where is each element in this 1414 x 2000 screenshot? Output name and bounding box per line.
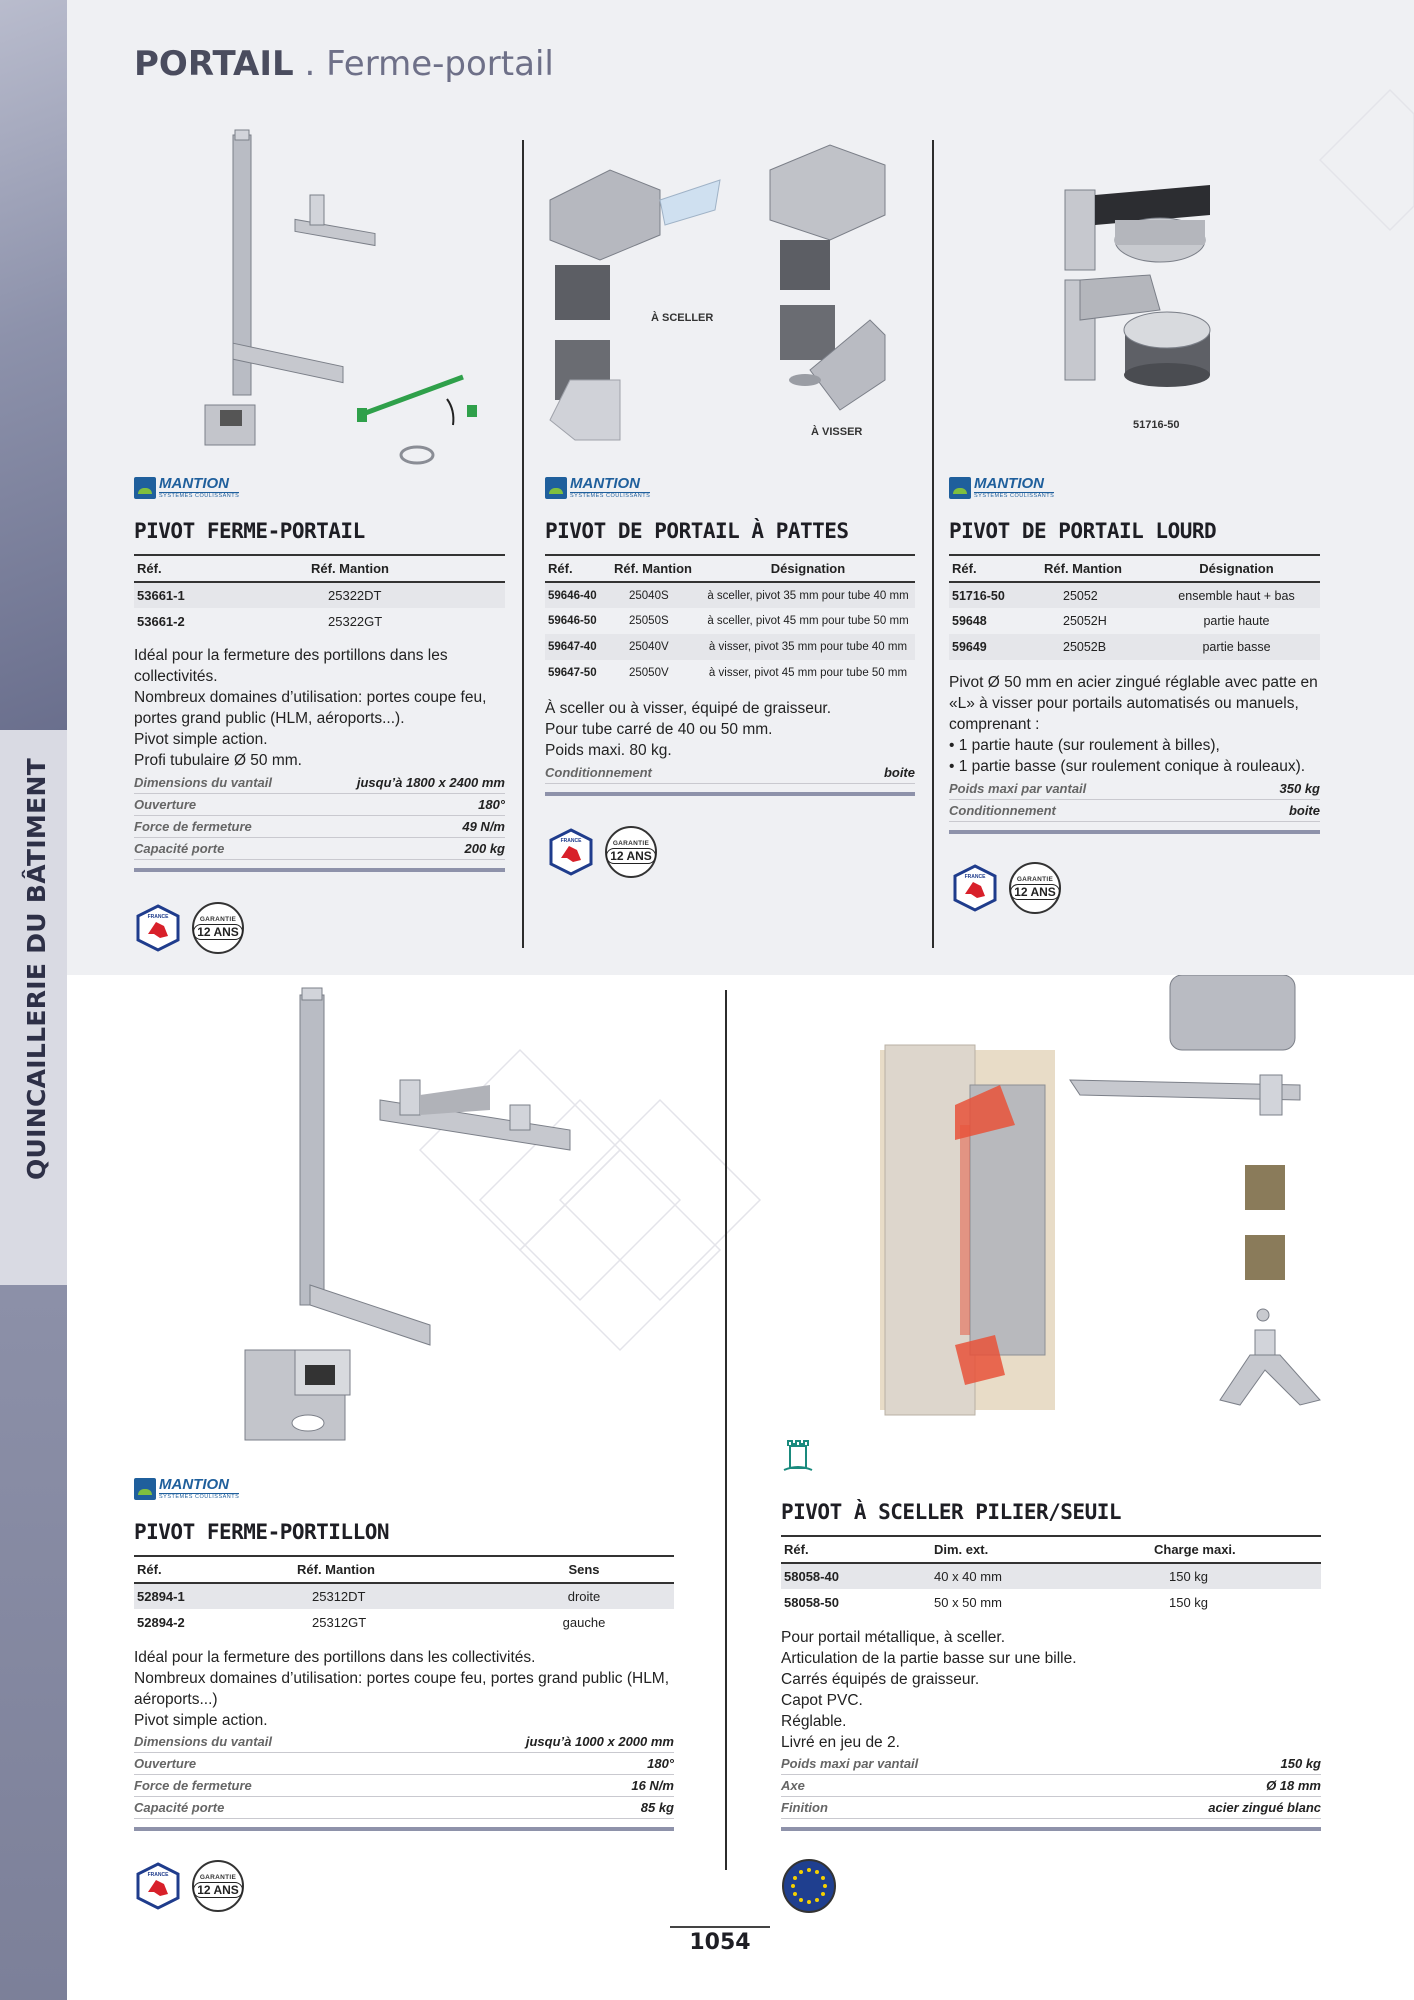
product-image-pivot-a-pattes: [540, 140, 920, 460]
description-line: Capot PVC.: [781, 1692, 863, 1709]
france-label: FRANCE: [964, 874, 986, 880]
spec-value: Ø 18 mm: [1266, 1778, 1321, 1793]
table-cell: 59647-40: [545, 634, 611, 660]
table-row: [545, 634, 915, 660]
description-2: [545, 698, 831, 761]
spec-value: acier zingué blanc: [1208, 1800, 1321, 1815]
table-cell: partie basse: [1153, 634, 1320, 660]
table-cell: 52894-2: [137, 1614, 185, 1630]
table-cell: à sceller, pivot 45 mm pour tube 50 mm: [707, 615, 909, 627]
spec-value: 200 kg: [464, 841, 505, 856]
brand-mark-icon: [949, 477, 971, 499]
ref-table-5: [781, 1535, 1321, 1615]
description-line: aéroports...): [134, 1691, 218, 1708]
page-number: 1054: [689, 1930, 751, 1955]
table-cell: 25322GT: [328, 613, 383, 629]
table-cell: 25052H: [1063, 614, 1107, 628]
description-line: comprenant :: [949, 716, 1040, 733]
table-cell: 25052B: [1041, 634, 1153, 660]
table-cell: à visser, pivot 35 mm pour tube 40 mm: [701, 634, 915, 660]
table-header-cell: Réf.: [545, 555, 611, 582]
table-cell: gauche: [562, 1614, 606, 1630]
spec-row: [134, 1731, 674, 1753]
guarantee-years: 12 ANS: [1010, 884, 1060, 900]
france-origin-icon: [134, 1862, 182, 1910]
guarantee-label: GARANTIE: [612, 840, 650, 847]
guarantee-years: 12 ANS: [193, 1882, 243, 1898]
spec-list-2: [545, 762, 915, 796]
table-cell: à sceller, pivot 35 mm pour tube 40 mm: [701, 582, 915, 608]
spec-key: Dimensions du vantail: [134, 775, 272, 790]
table-row: [781, 1589, 1321, 1615]
spec-key: Capacité porte: [134, 841, 225, 856]
product-image-pivot-a-sceller-pilier-seuil: [880, 975, 1340, 1445]
spec-key: Ouverture: [134, 1756, 197, 1771]
table-cell: 59648: [952, 614, 987, 628]
brand-tagline: SYSTÈMES COULISSANTS: [159, 493, 240, 500]
brand-tagline: SYSTÈMES COULISSANTS: [974, 493, 1055, 500]
spec-row: [545, 762, 915, 784]
spec-list-end-bar: [134, 868, 505, 872]
table-header-cell: Sens: [494, 1556, 674, 1583]
description-line: Nombreux domaines d’utilisation: portes coupe feu, portes grand public (HLM,: [134, 1670, 670, 1687]
spec-value: 49 N/m: [462, 819, 505, 834]
spec-value: 180°: [647, 1756, 674, 1771]
tower-brand-icon: [780, 1438, 816, 1478]
guarantee-badge: [1009, 862, 1061, 914]
table-row: [781, 1563, 1321, 1589]
table-cell: 58058-40: [781, 1563, 931, 1589]
table-cell: 25050V: [629, 667, 669, 679]
description-line: Articulation de la partie basse sur une bille.: [781, 1650, 1077, 1667]
guarantee-years: 12 ANS: [606, 848, 656, 864]
guarantee-label: GARANTIE: [1016, 876, 1054, 883]
page-number-line: [670, 1926, 770, 1928]
column-divider-1: [522, 140, 524, 948]
france-origin-icon: [547, 828, 595, 876]
table-cell: 59647-50: [548, 667, 597, 679]
table-header-cell: Réf. Mantion: [1041, 555, 1153, 582]
spec-key: Poids maxi par vantail: [781, 1756, 919, 1771]
spec-row: [134, 1797, 674, 1819]
description-line: Pivot simple action.: [134, 1712, 268, 1729]
brand-logo-3: [949, 473, 1054, 503]
table-row: [545, 660, 915, 686]
product-image-pivot-lourd: [1050, 180, 1290, 410]
spec-key: Axe: [781, 1778, 805, 1793]
table-row: [949, 608, 1320, 634]
description-4: [134, 1647, 669, 1731]
spec-key: Dimensions du vantail: [134, 1734, 272, 1749]
spec-list-1: [134, 772, 505, 872]
table-header: [781, 1536, 1321, 1563]
ref-table-4: [134, 1555, 674, 1635]
spec-list-end-bar: [545, 792, 915, 796]
description-line: Carrés équipés de graisseur.: [781, 1671, 980, 1688]
table-header-cell: Réf.: [781, 1536, 931, 1563]
table-cell: 25312DT: [294, 1583, 494, 1609]
table-cell: 51716-50: [949, 582, 1041, 608]
guarantee-badge: [192, 902, 244, 954]
description-line: collectivités.: [134, 668, 218, 685]
table-cell: 52894-1: [134, 1583, 294, 1609]
spec-key: Conditionnement: [949, 803, 1056, 818]
table-header-cell: Réf. Mantion: [308, 555, 505, 582]
description-3: [949, 672, 1318, 777]
description-line: Pour tube carré de 40 ou 50 mm.: [545, 721, 773, 738]
spec-value: jusqu’à 1000 x 2000 mm: [525, 1734, 674, 1749]
table-row: [545, 608, 915, 634]
table-cell: 25312GT: [312, 1614, 367, 1630]
brand-logo-1: [134, 473, 239, 503]
spec-row: [781, 1753, 1321, 1775]
spec-key: Ouverture: [134, 797, 197, 812]
table-cell: 50 x 50 mm: [934, 1594, 1002, 1610]
table-header-cell: Réf.: [134, 555, 308, 582]
guarantee-label: GARANTIE: [199, 1874, 237, 1881]
table-row: [949, 582, 1320, 608]
ref-table-2: [545, 554, 915, 686]
spec-value: 150 kg: [1280, 1756, 1321, 1771]
product-image-pivot-ferme-portillon: [240, 985, 580, 1455]
brand-tagline: SYSTÈMES COULISSANTS: [159, 1494, 240, 1501]
table-cell: 25040V: [611, 634, 701, 660]
table-row: [949, 634, 1320, 660]
table-cell: 58058-50: [784, 1594, 839, 1610]
spec-row: [949, 800, 1320, 822]
brand-mark-icon: [545, 477, 567, 499]
spec-row: [134, 794, 505, 816]
ref-table-1: [134, 554, 505, 634]
product-title-2: PIVOT DE PORTAIL À PATTES: [545, 519, 849, 543]
table-cell: 25052: [1041, 582, 1153, 608]
brand-tagline: SYSTÈMES COULISSANTS: [570, 493, 651, 500]
description-line: Livré en jeu de 2.: [781, 1734, 900, 1751]
table-header-cell: Réf.: [134, 1556, 294, 1583]
description-line: Idéal pour la fermeture des portillons dans les collectivités.: [134, 1649, 536, 1666]
description-line: Idéal pour la fermeture des portillons dans les: [134, 647, 448, 664]
description-line: «L» à visser pour portails automatisés ou manuels,: [949, 695, 1299, 712]
spec-value: boite: [883, 765, 915, 780]
france-label: FRANCE: [147, 914, 169, 920]
description-line: Réglable.: [781, 1713, 847, 1730]
table-header: [949, 555, 1320, 582]
spec-value: 350 kg: [1279, 781, 1320, 796]
product-image-pivot-ferme-portail: [185, 125, 485, 465]
spec-row: [781, 1797, 1321, 1819]
description-line: Pivot Ø 50 mm en acier zingué réglable avec patte en: [949, 674, 1318, 691]
spec-value: boite: [1288, 803, 1320, 818]
spec-value: 85 kg: [640, 1800, 674, 1815]
table-cell: 59646-50: [548, 615, 597, 627]
brand-name: MANTION: [159, 1476, 229, 1494]
page-title-separator: .: [293, 44, 327, 84]
description-5: [781, 1627, 1077, 1753]
spec-value: 180°: [478, 797, 505, 812]
table-header-cell: Réf. Mantion: [611, 555, 701, 582]
spec-list-5: [781, 1753, 1321, 1831]
ref-table-3: [949, 554, 1320, 660]
spec-key: Poids maxi par vantail: [949, 781, 1087, 796]
table-cell: 53661-1: [134, 582, 308, 608]
table-cell: 150 kg: [1151, 1563, 1321, 1589]
spec-row: [134, 772, 505, 794]
table-cell: 53661-2: [137, 613, 185, 629]
description-line: Profi tubulaire Ø 50 mm.: [134, 752, 302, 769]
table-header-cell: Dim. ext.: [931, 1536, 1151, 1563]
table-cell: droite: [494, 1583, 674, 1609]
table-cell: 25040S: [611, 582, 701, 608]
table-cell: à visser, pivot 45 mm pour tube 50 mm: [708, 667, 908, 679]
table-cell: 25322DT: [308, 582, 505, 608]
table-cell: 40 x 40 mm: [931, 1563, 1151, 1589]
description-1: [134, 645, 486, 771]
france-origin-icon: [951, 864, 999, 912]
guarantee-badge: [605, 826, 657, 878]
table-row: [134, 1609, 674, 1635]
brand-logo-4: [134, 1474, 239, 1504]
page-title-section: PORTAIL: [134, 44, 294, 84]
france-label: FRANCE: [560, 838, 582, 844]
image-label-a-visser: À VISSER: [811, 426, 863, 438]
guarantee-label: GARANTIE: [199, 916, 237, 923]
table-header-cell: Charge maxi.: [1151, 1536, 1321, 1563]
image-label-a-sceller: À SCELLER: [651, 312, 714, 324]
spec-key: Finition: [781, 1800, 828, 1815]
product-title-5: PIVOT À SCELLER PILIER/SEUIL: [781, 1500, 1122, 1524]
column-divider-2: [932, 140, 934, 948]
spec-value: 16 N/m: [631, 1778, 674, 1793]
spec-key: Capacité porte: [134, 1800, 225, 1815]
france-label: FRANCE: [147, 1872, 169, 1878]
brand-mark-icon: [134, 477, 156, 499]
table-header: [134, 555, 505, 582]
description-line: Nombreux domaines d’utilisation: portes coupe feu,: [134, 689, 487, 706]
spec-row: [781, 1775, 1321, 1797]
product-title-1: PIVOT FERME-PORTAIL: [134, 519, 365, 543]
description-line: • 1 partie basse (sur roulement conique à rouleaux).: [949, 758, 1306, 775]
column-divider-3: [725, 990, 727, 1870]
page-title-subsection: Ferme-portail: [326, 44, 554, 84]
table-cell: 150 kg: [1169, 1594, 1209, 1610]
spec-key: Force de fermeture: [134, 1778, 252, 1793]
table-header: [545, 555, 915, 582]
spec-row: [134, 1753, 674, 1775]
brand-name: MANTION: [570, 475, 640, 493]
table-row: [134, 582, 505, 608]
spec-key: Force de fermeture: [134, 819, 252, 834]
description-line: À sceller ou à visser, équipé de graisseur.: [545, 700, 832, 717]
table-cell: 59646-40: [545, 582, 611, 608]
table-header: [134, 1556, 674, 1583]
spec-row: [134, 816, 505, 838]
description-line: Pivot simple action.: [134, 731, 268, 748]
table-cell: 59649: [949, 634, 1041, 660]
eu-flag-icon: [781, 1858, 837, 1914]
description-line: Poids maxi. 80 kg.: [545, 742, 672, 759]
table-row: [134, 1583, 674, 1609]
description-line: portes grand public (HLM, aéroports...).: [134, 710, 405, 727]
spec-list-end-bar: [949, 830, 1320, 834]
guarantee-years: 12 ANS: [193, 924, 243, 940]
spec-row: [134, 838, 505, 860]
product-title-3: PIVOT DE PORTAIL LOURD: [949, 519, 1217, 543]
image-label-51716-50: 51716-50: [1133, 419, 1180, 431]
spec-list-3: [949, 778, 1320, 834]
spec-list-end-bar: [134, 1827, 674, 1831]
table-cell: 25050S: [629, 615, 669, 627]
spec-list-end-bar: [781, 1827, 1321, 1831]
product-title-4: PIVOT FERME-PORTILLON: [134, 1520, 390, 1544]
table-cell: ensemble haut + bas: [1153, 582, 1320, 608]
table-header-cell: Désignation: [701, 555, 915, 582]
spec-value: jusqu’à 1800 x 2400 mm: [356, 775, 505, 790]
table-cell: partie haute: [1203, 614, 1270, 628]
brand-mark-icon: [134, 1478, 156, 1500]
table-row: [134, 608, 505, 634]
description-line: Pour portail métallique, à sceller.: [781, 1629, 1006, 1646]
table-header-cell: Réf. Mantion: [294, 1556, 494, 1583]
brand-name: MANTION: [159, 475, 229, 493]
spec-row: [134, 1775, 674, 1797]
table-row: [545, 582, 915, 608]
spec-list-4: [134, 1731, 674, 1831]
spec-key: Conditionnement: [545, 765, 652, 780]
page-title: [134, 44, 554, 84]
brand-name: MANTION: [974, 475, 1044, 493]
table-header-cell: Réf.: [949, 555, 1041, 582]
france-origin-icon: [134, 904, 182, 952]
spec-row: [949, 778, 1320, 800]
brand-logo-2: [545, 473, 650, 503]
description-line: • 1 partie haute (sur roulement à billes),: [949, 737, 1220, 754]
guarantee-badge: [192, 1860, 244, 1912]
table-header-cell: Désignation: [1153, 555, 1320, 582]
